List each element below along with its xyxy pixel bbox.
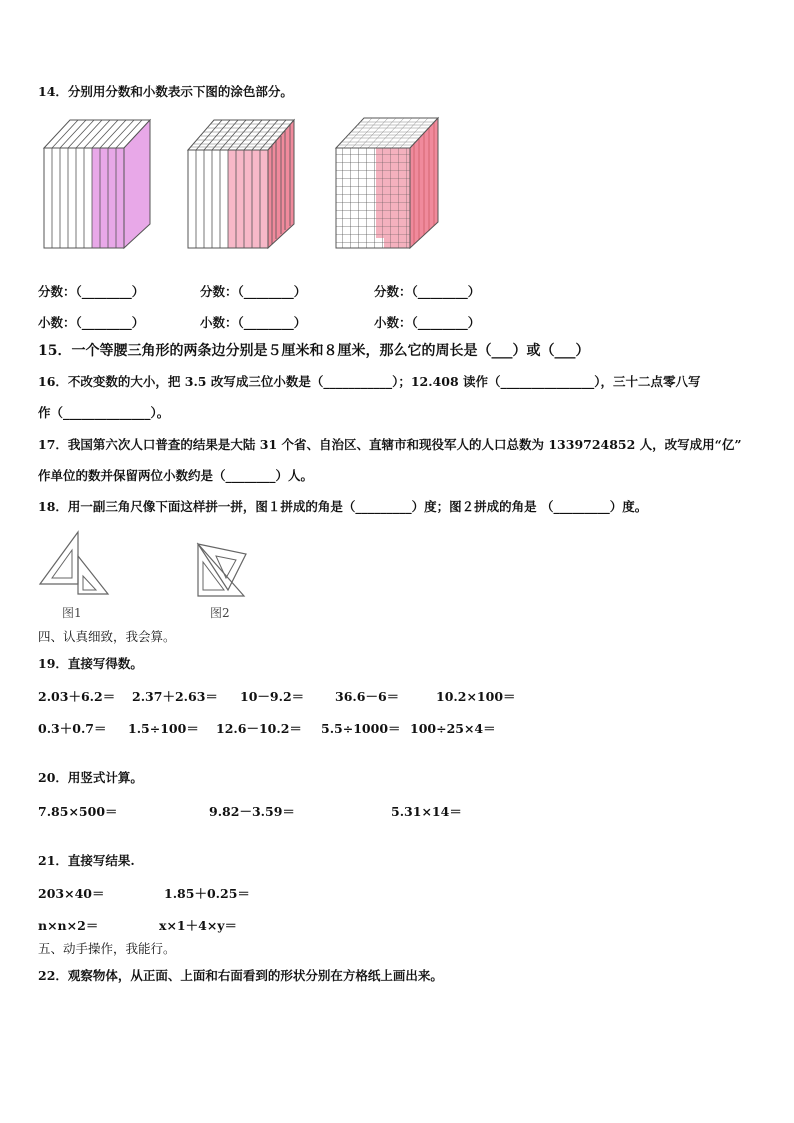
q19-item: 2.03＋6.2＝ [38, 689, 116, 704]
set-square-figure-1 [38, 526, 110, 598]
cube-figure-1 [40, 118, 152, 252]
q21-title: 21．直接写结果. [38, 853, 135, 868]
cube-figure-3 [334, 114, 440, 252]
cube2-decimal-label: 小数：（________） [200, 315, 307, 330]
q21-item: n×n×2＝ [38, 918, 99, 933]
q20-item: 5.31×14＝ [391, 804, 462, 819]
cube1-decimal-label: 小数：（________） [38, 315, 145, 330]
q16-line2: 作（______________）。 [38, 405, 170, 420]
q14-title: 14．分别用分数和小数表示下图的涂色部分。 [38, 84, 293, 99]
q20-item: 9.82－3.59＝ [209, 804, 295, 819]
q21-item: x×1＋4×y＝ [159, 918, 238, 933]
figure-2-caption: 图2 [210, 606, 230, 620]
q16-line1: 16．不改变数的大小，把 3.5 改写成三位小数是（___________）；12.408 读作（_______________），三十二点零八写 [38, 374, 701, 389]
set-square-figure-2 [194, 540, 250, 600]
q19-item: 2.37＋2.63＝ [132, 689, 218, 704]
q21-item: 203×40＝ [38, 886, 105, 901]
q17-line2: 作单位的数并保留两位小数约是（________）人。 [38, 468, 314, 483]
q19-item: 10－9.2＝ [240, 689, 305, 704]
cube3-decimal-label: 小数：（________） [374, 315, 481, 330]
q19-item: 100÷25×4＝ [410, 721, 496, 736]
q19-item: 12.6－10.2＝ [216, 721, 302, 736]
section-5-heading: 五、动手操作，我能行。 [38, 941, 176, 956]
q19-item: 36.6－6＝ [335, 689, 400, 704]
q19-item: 5.5÷1000＝ [321, 721, 401, 736]
figure-1-caption: 图1 [62, 606, 82, 620]
q21-item: 1.85＋0.25＝ [164, 886, 250, 901]
q18-text: 18．用一副三角尺像下面这样拼一拼，图１拼成的角是（_________）度；图２拼成的角是 （_________）度。 [38, 499, 648, 514]
q19-title: 19．直接写得数。 [38, 656, 143, 671]
cube-figure-2 [184, 118, 298, 252]
q19-item: 0.3＋0.7＝ [38, 721, 107, 736]
q15-text: 15．一个等腰三角形的两条边分别是５厘米和８厘米，那么它的周长是（___）或（___） [38, 343, 590, 359]
cube3-fraction-label: 分数：（________） [374, 284, 481, 299]
cube1-fraction-label: 分数：（________） [38, 284, 145, 299]
q20-item: 7.85×500＝ [38, 804, 118, 819]
cube2-fraction-label: 分数：（________） [200, 284, 307, 299]
q22-text: 22．观察物体，从正面、上面和右面看到的形状分别在方格纸上画出来。 [38, 968, 443, 983]
q17-line1: 17．我国第六次人口普查的结果是大陆 31 个省、自治区、直辖市和现役军人的人口总数为 1339724852 人，改写成用“亿” [38, 437, 742, 452]
q19-item: 10.2×100＝ [436, 689, 516, 704]
q20-title: 20．用竖式计算。 [38, 770, 143, 785]
q19-item: 1.5÷100＝ [128, 721, 199, 736]
section-4-heading: 四、认真细致，我会算。 [38, 629, 176, 644]
